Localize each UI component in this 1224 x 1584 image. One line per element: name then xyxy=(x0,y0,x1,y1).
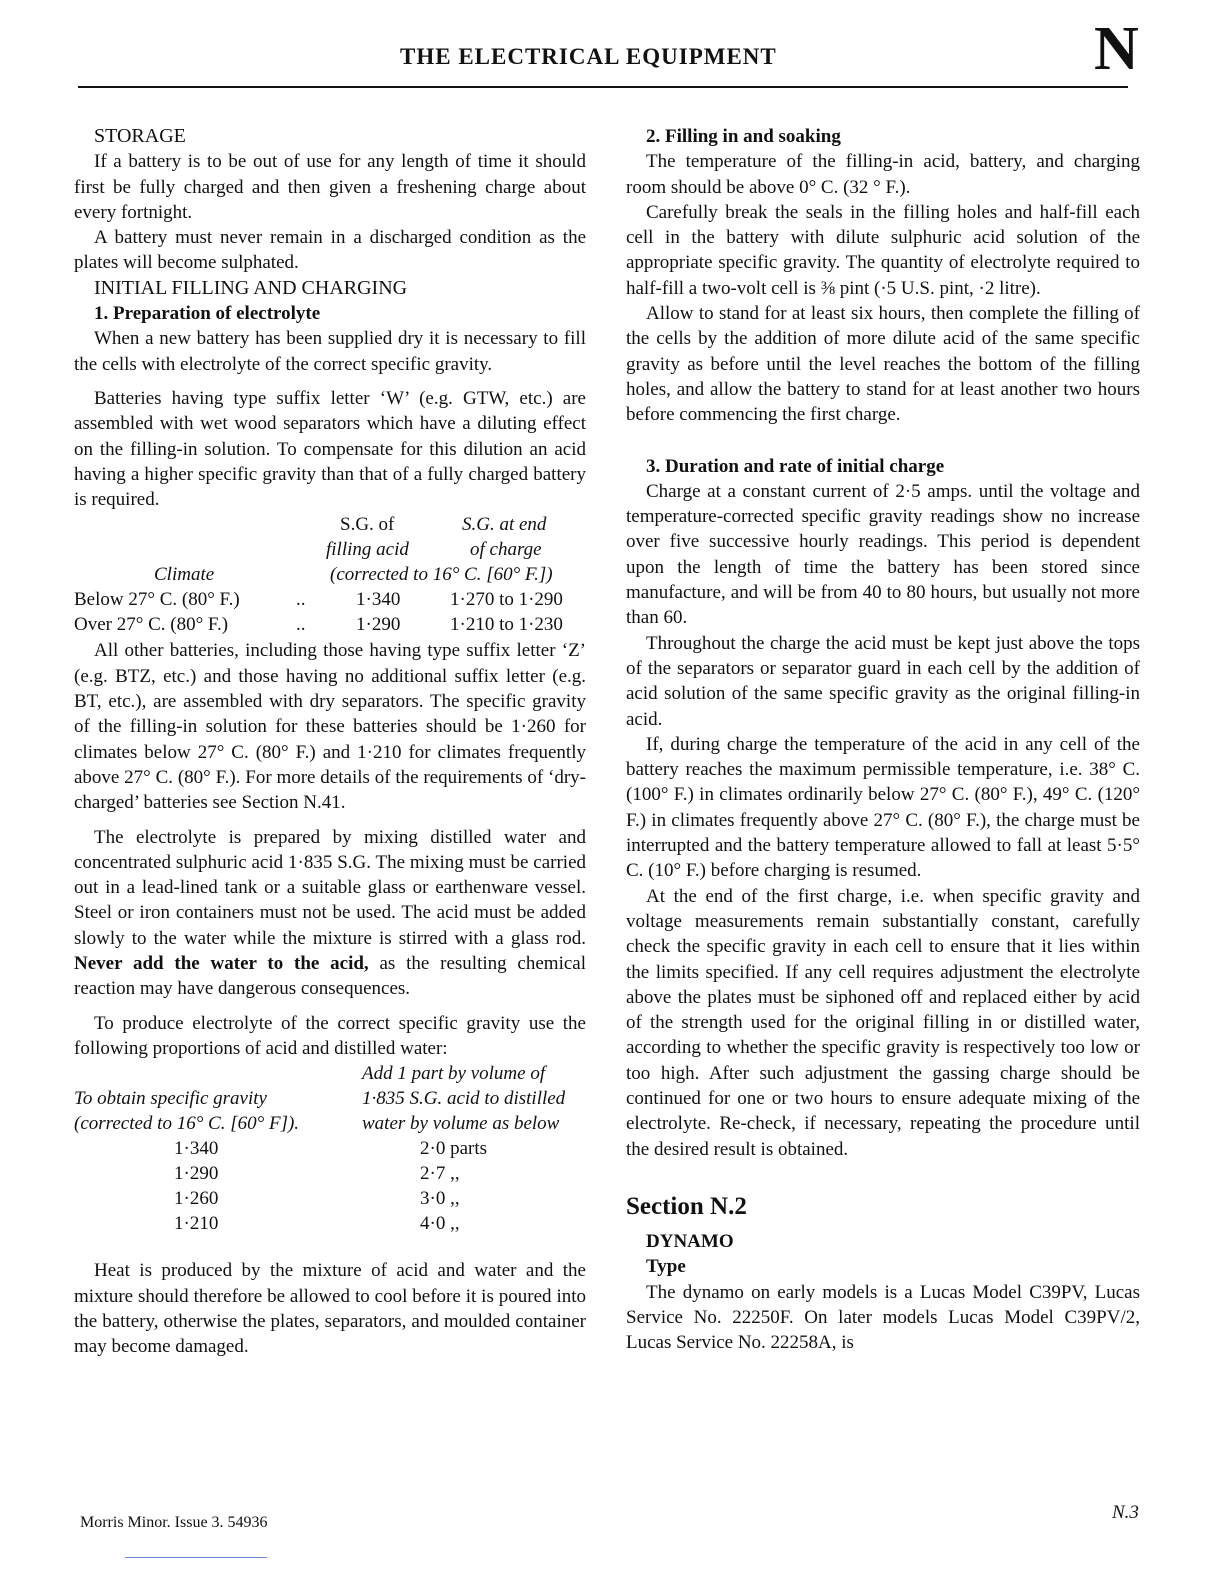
table-header: 1·835 S.G. acid to distilled xyxy=(362,1088,566,1110)
table-cell: 1·270 to 1·290 xyxy=(450,589,563,611)
table-header: (corrected to 16° C. [60° F]). xyxy=(74,1113,300,1135)
preparation-paragraph-1: When a new battery has been supplied dry it is necessary to fill the cells with electrolyte of the correct specific gravity. xyxy=(74,328,586,375)
duration-paragraph-3: If, during charge the temperature of the acid in any cell of the battery reaches the maximum permissible temperature, i.e. 38° C. (100° F.) in climates ordinarily below 27° C. (80° F.), 49° C. (120° F.) in climates frequently above 27° C. (80° F.), the charge must be interrupted and the battery temperature allowed to fall at least 5·5° C. (10° F.) before charging is resumed. xyxy=(626,733,1140,882)
table-cell: 1·290 xyxy=(356,614,401,636)
proportions-table xyxy=(74,1061,586,1249)
footer-publication: Morris Minor. Issue 3. 54936 xyxy=(80,1514,268,1531)
table-cell: 1·210 xyxy=(174,1213,219,1235)
initial-filling-heading: INITIAL FILLING AND CHARGING xyxy=(94,276,408,299)
table-cell: Over 27° C. (80° F.) xyxy=(74,614,229,636)
type-heading: Type xyxy=(646,1256,686,1278)
table-cell: 3·0 ,, xyxy=(420,1188,460,1210)
subheading-preparation: 1. Preparation of electrolyte xyxy=(94,303,321,325)
section-heading: Section N.2 xyxy=(626,1192,747,1220)
table-header: S.G. of xyxy=(340,514,395,536)
page-header-title: THE ELECTRICAL EQUIPMENT xyxy=(400,44,777,69)
page-number: N.3 xyxy=(1112,1502,1139,1523)
right-column xyxy=(626,124,1140,1356)
table-header: Climate xyxy=(154,564,215,586)
storage-heading: STORAGE xyxy=(94,125,186,147)
table-cell: 1·340 xyxy=(356,589,401,611)
left-column xyxy=(74,124,586,1359)
table-header: Add 1 part by volume of xyxy=(362,1063,546,1085)
table-header: (corrected to 16° C. [60° F.]) xyxy=(330,564,553,586)
section-letter: N xyxy=(1094,15,1139,83)
storage-paragraph-1: If a battery is to be out of use for any length of time it should first be fully charged and then given a freshening charge about every fortnight. xyxy=(74,151,586,223)
preparation-paragraph-4: The electrolyte is prepared by mixing distilled water and concentrated sulphuric acid 1·835 S.G. The mixing must be carried out in a lead-lined tank or a suitable glass or earthenware vessel. Steel or iron containers must not be used. The acid must be added slowly to the water while the mixture is stirred with a glass rod. Never add the water to the acid, as the resulting chemical reaction may have dangerous consequences. xyxy=(74,826,586,1000)
table-cell: 1·290 xyxy=(174,1163,219,1185)
filling-paragraph-3: Allow to stand for at least six hours, then complete the filling of the cells by the addition of more dilute acid of the same specific gravity as before until the level reaches the bottom of the filling holes, and allow the battery to stand for at least another two hours before commencing the first charge. xyxy=(626,303,1140,426)
dynamo-heading: DYNAMO xyxy=(646,1231,734,1253)
table-cell: .. xyxy=(296,589,306,611)
preparation-paragraph-3: All other batteries, including those having type suffix letter ‘Z’ (e.g. BTZ, etc.) and those having no additional suffix letter (e.g. BT, etc.), are assembled with dry separators. The specific gravity of the filling-in solution for these batteries should be 1·260 for climates below 27° C. (80° F.) and 1·210 for climates frequently above 27° C. (80° F.). For more details of the requirements of ‘dry-charged’ batteries see Section N.41. xyxy=(74,640,586,814)
table-cell: 2·7 ,, xyxy=(420,1163,460,1185)
duration-paragraph-4: At the end of the first charge, i.e. when specific gravity and voltage measurements remain substantially constant, carefully check the specific gravity in each cell to ensure that it lies within the limits specified. If any cell requires adjustment the electrolyte above the plates must be siphoned off and replaced either by acid of the strength used for the original filling in or distilled water, according to whether the specific gravity is respectively too low or too high. After such adjustment the gassing charge should be continued for one or two hours to ensure adequate mixing of the electrolyte. Re-check, if necessary, repeating the procedure until the desired result is obtained. xyxy=(626,885,1140,1160)
table-header: of charge xyxy=(470,539,542,561)
table-cell: Below 27° C. (80° F.) xyxy=(74,589,240,611)
preparation-paragraph-5: To produce electrolyte of the correct specific gravity use the following proportions of acid and distilled water: xyxy=(74,1012,586,1059)
subheading-filling: 2. Filling in and soaking xyxy=(646,126,841,147)
filling-paragraph-2: Carefully break the seals in the filling holes and half-fill each cell in the battery with dilute sulphuric acid solution of the appropriate specific gravity. The quantity of electrolyte required to half-fill a two-volt cell is ⅜ pint (·5 U.S. pint, ·2 litre). xyxy=(626,201,1140,299)
storage-paragraph-2: A battery must never remain in a discharged condition as the plates will become sulphated. xyxy=(74,227,586,274)
duration-paragraph-1: Charge at a constant current of 2·5 amps. until the voltage and temperature-corrected specific gravity readings show no increase over five successive hourly readings. This period is dependent upon the length of time the battery has been stored since manufacture, and will be from 40 to 80 hours, but usually not more than 60. xyxy=(626,480,1140,629)
table-cell: 4·0 ,, xyxy=(420,1213,460,1235)
duration-paragraph-2: Throughout the charge the acid must be kept just above the tops of the separators or separator guard in each cell by the addition of acid solution of the same specific gravity as the original filling-in acid. xyxy=(626,632,1140,730)
table-header: S.G. at end xyxy=(462,514,547,536)
table-cell: .. xyxy=(296,614,306,636)
table-cell: 1·210 to 1·230 xyxy=(450,614,563,636)
preparation-paragraph-6: Heat is produced by the mixture of acid and water and the mixture should therefore be allowed to cool before it is poured into the battery, otherwise the plates, separators, and moulded container may become damaged. xyxy=(74,1260,586,1358)
filling-paragraph-1: The temperature of the filling-in acid, battery, and charging room should be above 0° C. (32 ° F.). xyxy=(626,151,1140,198)
table-cell: 2·0 parts xyxy=(420,1138,488,1160)
table-header: water by volume as below xyxy=(362,1113,560,1135)
scan-artifact-line xyxy=(125,1557,267,1558)
subheading-duration: 3. Duration and rate of initial charge xyxy=(646,455,945,477)
table-header: To obtain specific gravity xyxy=(74,1088,267,1110)
preparation-paragraph-2: Batteries having type suffix letter ‘W’ (e.g. GTW, etc.) are assembled with wet wood separators which have a diluting effect on the filling-in solution. To compensate for this dilution an acid having a higher specific gravity than that of a fully charged battery is required. xyxy=(74,387,586,511)
header-rule xyxy=(78,86,1128,88)
table-cell: 1·260 xyxy=(174,1188,219,1210)
type-paragraph: The dynamo on early models is a Lucas Model C39PV, Lucas Service No. 22250F. On later models Lucas Model C39PV/2, Lucas Service No. 22258A, is xyxy=(626,1281,1140,1354)
table-header: filling acid xyxy=(326,539,409,561)
table-cell: 1·340 xyxy=(174,1138,219,1160)
climate-table xyxy=(74,512,586,638)
